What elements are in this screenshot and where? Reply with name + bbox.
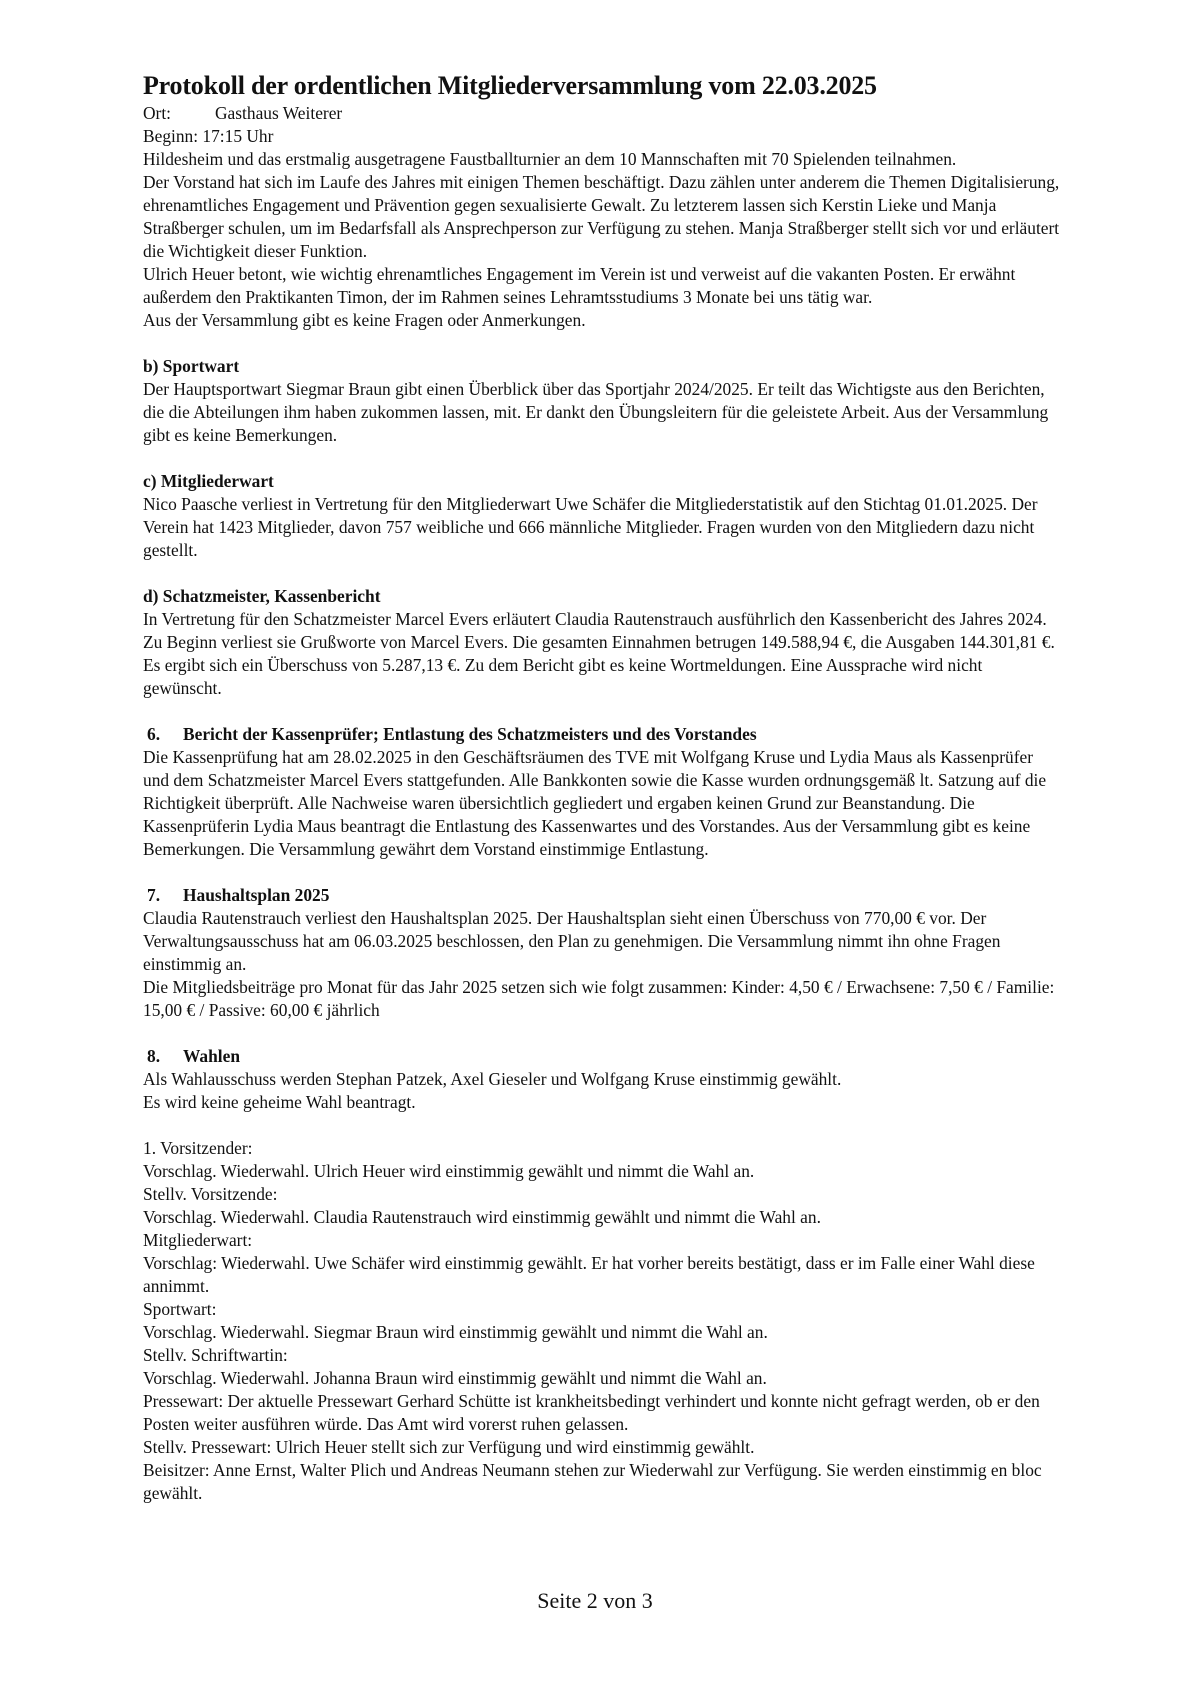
election-line: Mitgliederwart: bbox=[143, 1230, 253, 1250]
wahlausschuss-text: Als Wahlausschuss werden Stephan Patzek, Axel Gieseler und Wolfgang Kruse einstimmig gewählt. bbox=[143, 1069, 842, 1089]
election-line: Stellv. Vorsitzende: bbox=[143, 1184, 278, 1204]
heading-number: 8. bbox=[147, 1046, 161, 1066]
location-row bbox=[143, 102, 1063, 125]
election-line: Sportwart: bbox=[143, 1299, 217, 1319]
heading-number: 7. bbox=[147, 885, 161, 905]
document-page bbox=[143, 70, 1063, 1505]
election-line: Beisitzer: Anne Ernst, Walter Plich und Andreas Neumann stehen zur Wiederwahl zur Verfügung. Sie werden einstimmig en bloc gewählt. bbox=[143, 1460, 1042, 1503]
location-label: Ort: bbox=[143, 103, 172, 123]
election-line: Pressewart: Der aktuelle Pressewart Gerhard Schütte ist krankheitsbedingt verhindert und konnte nicht gefragt werden, ob er den Posten weiter ausführen würde. Das Amt wird vorerst ruhen gelassen. bbox=[143, 1391, 1040, 1434]
section-text-schatzmeister: In Vertretung für den Schatzmeister Marcel Evers erläutert Claudia Rautenstrauch ausführlich den Kassenbericht des Jahres 2024. Zu Beginn verliest sie Grußworte von Marcel Evers. Die gesamten Einnahmen betrugen 149.588,94 €, die Ausgaben 144.301,81 €. Es ergibt sich ein Überschuss von 5.287,13 €. Zu dem Bericht gibt es keine Wortmeldungen. Eine Aussprache wird nicht gewünscht. bbox=[143, 609, 1055, 698]
election-line: 1. Vorsitzender: bbox=[143, 1138, 253, 1158]
section-heading-schatzmeister: d) Schatzmeister, Kassenbericht bbox=[143, 586, 381, 606]
heading-haushaltsplan bbox=[143, 884, 1063, 907]
heading-text: Bericht der Kassenprüfer; Entlastung des Schatzmeisters und des Vorstandes bbox=[183, 724, 757, 744]
election-line: Vorschlag. Wiederwahl. Claudia Rautenstrauch wird einstimmig gewählt und nimmt die Wahl an. bbox=[143, 1207, 821, 1227]
election-line: Vorschlag. Wiederwahl. Johanna Braun wird einstimmig gewählt und nimmt die Wahl an. bbox=[143, 1368, 767, 1388]
section-heading-mitgliederwart: c) Mitgliederwart bbox=[143, 471, 274, 491]
start-time: Beginn: 17:15 Uhr bbox=[143, 126, 274, 146]
heading-kassenpruefer bbox=[143, 723, 1063, 746]
intro-paragraph: Ulrich Heuer betont, wie wichtig ehrenamtliches Engagement im Verein ist und verweist auf die vakanten Posten. Er erwähnt außerdem den Praktikanten Timon, der im Rahmen seines Lehramtsstudiums 3 Monate bei uns tätig war. bbox=[143, 264, 1016, 307]
geheime-wahl-text: Es wird keine geheime Wahl beantragt. bbox=[143, 1092, 416, 1112]
section-heading-sportwart: b) Sportwart bbox=[143, 356, 240, 376]
kassenpruefer-text: Die Kassenprüfung hat am 28.02.2025 in den Geschäftsräumen des TVE mit Wolfgang Kruse und Lydia Maus als Kassenprüfer und dem Schatzmeister Marcel Evers stattgefunden. Alle Bankkonten sowie die Kasse wurden ordnungsgemäß lt. Satzung auf die Richtigkeit überprüft. Alle Nachweise waren übersichtlich gegliedert und ergaben keinen Grund zur Beanstandung. Die Kassenprüferin Lydia Maus beantragt die Entlastung des Kassenwartes und des Vorstandes. Aus der Versammlung gibt es keine Bemerkungen. Die Versammlung gewährt dem Vorstand einstimmige Entlastung. bbox=[143, 747, 1047, 859]
heading-text: Wahlen bbox=[183, 1046, 241, 1066]
election-line: Vorschlag: Wiederwahl. Uwe Schäfer wird einstimmig gewählt. Er hat vorher bereits bestätigt, dass er im Falle einer Wahl diese annimmt. bbox=[143, 1253, 1035, 1296]
heading-wahlen bbox=[143, 1045, 1063, 1068]
section-text-sportwart: Der Hauptsportwart Siegmar Braun gibt einen Überblick über das Sportjahr 2024/2025. Er teilt das Wichtigste aus den Berichten, die die Abteilungen ihm haben zukommen lassen, mit. Er dankt den Übungsleitern für die geleistete Arbeit. Aus der Versammlung gibt es keine Bemerkungen. bbox=[143, 379, 1049, 445]
election-line: Vorschlag. Wiederwahl. Ulrich Heuer wird einstimmig gewählt und nimmt die Wahl an. bbox=[143, 1161, 755, 1181]
section-text-mitgliederwart: Nico Paasche verliest in Vertretung für den Mitgliederwart Uwe Schäfer die Mitgliederstatistik auf den Stichtag 01.01.2025. Der Verein hat 1423 Mitglieder, davon 757 weibliche und 666 männliche Mitglieder. Fragen wurden von den Mitgliedern dazu nicht gestellt. bbox=[143, 494, 1038, 560]
page-number: Seite 2 von 3 bbox=[537, 1588, 653, 1613]
location-value: Gasthaus Weiterer bbox=[215, 103, 343, 123]
intro-paragraph: Aus der Versammlung gibt es keine Fragen oder Anmerkungen. bbox=[143, 310, 586, 330]
beitraege-text: Die Mitgliedsbeiträge pro Monat für das Jahr 2025 setzen sich wie folgt zusammen: Kinder: 4,50 € / Erwachsene: 7,50 € / Familie: 15,00 € / Passive: 60,00 € jährlich bbox=[143, 977, 1055, 1020]
election-line: Stellv. Pressewart: Ulrich Heuer stellt sich zur Verfügung und wird einstimmig gewählt. bbox=[143, 1437, 755, 1457]
document-title: Protokoll der ordentlichen Mitgliederversammlung vom 22.03.2025 bbox=[143, 71, 877, 100]
intro-paragraph: Der Vorstand hat sich im Laufe des Jahres mit einigen Themen beschäftigt. Dazu zählen unter anderem die Themen Digitalisierung, ehrenamtliches Engagement und Prävention gegen sexualisierte Gewalt. Zu letzterem lassen sich Kerstin Lieke und Manja Straßberger schulen, um im Bedarfsfall als Ansprechperson zur Verfügung zu stehen. Manja Straßberger stellt sich vor und erläutert die Wichtigkeit dieser Funktion. bbox=[143, 172, 1060, 261]
election-line: Vorschlag. Wiederwahl. Siegmar Braun wird einstimmig gewählt und nimmt die Wahl an. bbox=[143, 1322, 768, 1342]
heading-text: Haushaltsplan 2025 bbox=[183, 885, 330, 905]
election-line: Stellv. Schriftwartin: bbox=[143, 1345, 288, 1365]
heading-number: 6. bbox=[147, 724, 161, 744]
haushaltsplan-text: Claudia Rautenstrauch verliest den Haushaltsplan 2025. Der Haushaltsplan sieht einen Überschuss von 770,00 € vor. Der Verwaltungsausschuss hat am 06.03.2025 beschlossen, den Plan zu genehmigen. Die Versammlung nimmt ihn ohne Fragen einstimmig an. bbox=[143, 908, 1001, 974]
intro-paragraph: Hildesheim und das erstmalig ausgetragene Faustballturnier an dem 10 Mannschaften mit 70 Spielenden teilnahmen. bbox=[143, 149, 957, 169]
